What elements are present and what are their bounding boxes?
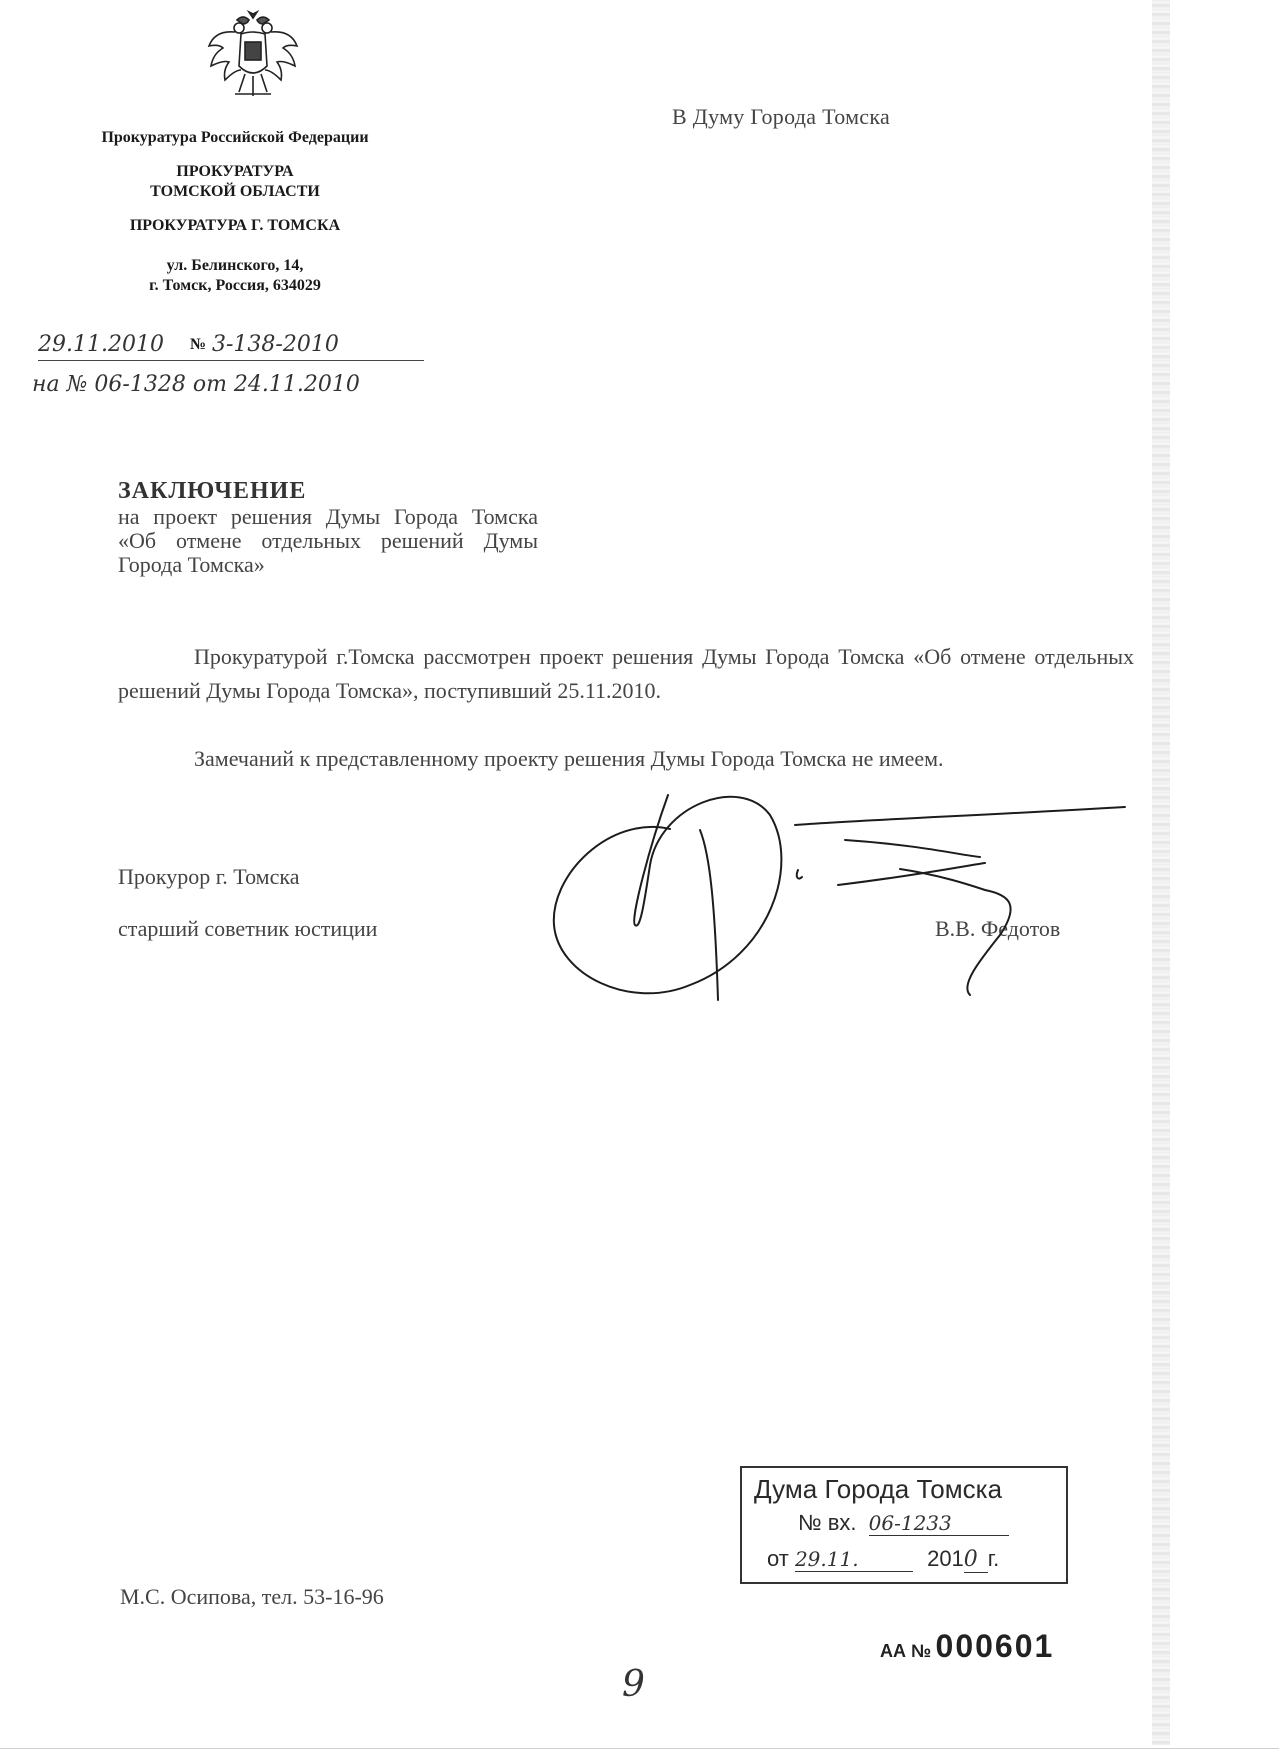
stamp-incoming-label: № вх. xyxy=(798,1510,857,1535)
page-number: 9 xyxy=(622,1664,645,1705)
stamp-incoming-row xyxy=(798,1510,1009,1536)
serial-number: 000601 xyxy=(935,1628,1055,1664)
outgoing-date: 29.11.2010 xyxy=(38,332,164,357)
stamp-year-suffix: 0 xyxy=(964,1547,988,1573)
handwritten-signature xyxy=(540,785,1140,1010)
outgoing-number-line xyxy=(38,332,424,361)
stamp-date-row xyxy=(767,1546,999,1573)
stamp-year-unit: г. xyxy=(987,1546,1000,1571)
stamp-title: Дума Города Томска xyxy=(754,1474,1003,1504)
reference-note: на № 06-1328 от 24.11.2010 xyxy=(32,372,360,397)
scanner-bottom-line xyxy=(0,1748,1279,1749)
stamp-date-value: 29.11. xyxy=(795,1547,913,1572)
stamp-date-label: от xyxy=(767,1546,789,1571)
body-paragraph-2: Замечаний к представленному проекту решения Думы Города Томска не имеем. xyxy=(194,746,944,771)
form-serial-number xyxy=(880,1628,1054,1665)
header-line-city: ПРОКУРАТУРА Г. ТОМСКА xyxy=(129,217,341,234)
signer-position: Прокурор г. Томска xyxy=(118,864,300,889)
addressee: В Думу Города Томска xyxy=(672,104,891,129)
coat-of-arms-emblem xyxy=(205,10,301,102)
incoming-registration-stamp xyxy=(740,1466,1068,1584)
body-paragraph-1: Прокуратурой г.Томска рассмотрен проект решения Думы Города Томска «Об отмене отдельных решений Думы Города Томска», поступивший 25.11.2010. xyxy=(118,644,1134,703)
document-title-block xyxy=(118,478,538,577)
stamp-year-prefix: 201 xyxy=(927,1546,964,1571)
outgoing-number: 3-138-2010 xyxy=(212,332,339,357)
document-title: ЗАКЛЮЧЕНИЕ xyxy=(118,478,307,504)
header-line-region-b: ТОМСКОЙ ОБЛАСТИ xyxy=(150,183,320,200)
scanner-edge xyxy=(1152,0,1170,1745)
signer-name: В.В. Федотов xyxy=(935,916,1061,941)
header-line-federation: Прокуратура Российской Федерации xyxy=(101,129,369,146)
stamp-incoming-number: 06-1233 xyxy=(869,1511,1009,1536)
signer-rank: старший советник юстиции xyxy=(118,916,378,941)
document-subtitle: на проект решения Думы Города Томска «Об отмене отдельных решений Думы Города Томска» xyxy=(118,504,538,577)
header-line-region-a: ПРОКУРАТУРА xyxy=(176,163,294,180)
outgoing-number-sign: № xyxy=(190,336,207,353)
header-address-street: ул. Белинского, 14, xyxy=(166,257,304,274)
header-address-city: г. Томск, Россия, 634029 xyxy=(149,277,321,294)
prosecutor-header xyxy=(95,128,375,296)
serial-prefix: АА № xyxy=(880,1641,932,1661)
executor-contact: М.С. Осипова, тел. 53-16-96 xyxy=(120,1584,384,1609)
